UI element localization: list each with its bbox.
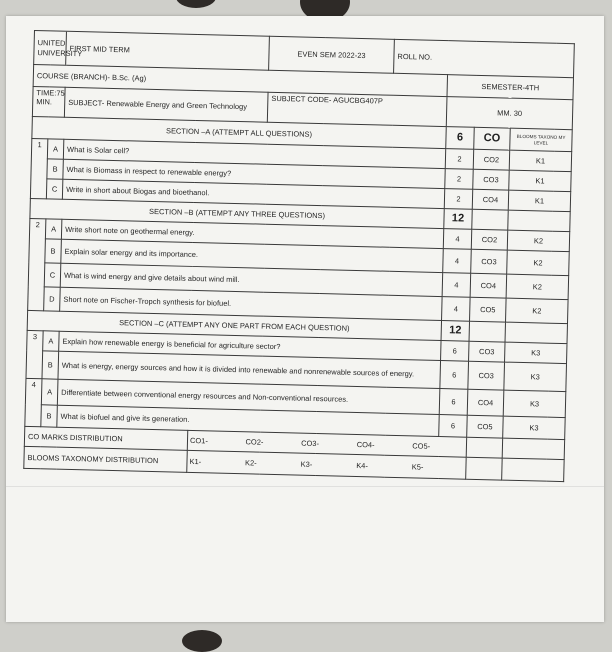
question-number: 4 bbox=[25, 378, 42, 426]
question-co: CO3 bbox=[473, 169, 509, 190]
question-part: A bbox=[41, 379, 58, 405]
subject-code: SUBJECT CODE- AGUCBG407P bbox=[267, 92, 447, 126]
semester-session: EVEN SEM 2022-23 bbox=[269, 36, 395, 73]
question-bloom-level: K2 bbox=[507, 250, 570, 276]
blooms-distribution-label: BLOOMS TAXONOMY DISTRIBUTION bbox=[24, 446, 188, 472]
subject-name: SUBJECT- Renewable Energy and Green Technology bbox=[64, 87, 268, 122]
question-co: CO3 bbox=[469, 341, 505, 362]
question-text: Explain solar energy and its importance. bbox=[61, 239, 443, 272]
finger-shadow-left bbox=[176, 0, 216, 8]
section-b-title: SECTION –B (ATTEMPT ANY THREE QUESTIONS) bbox=[30, 198, 444, 228]
blooms-distribution-item: K2- bbox=[244, 458, 257, 468]
paper-fold bbox=[6, 486, 604, 487]
question-text: What is Solar cell? bbox=[63, 139, 445, 168]
question-co: CO4 bbox=[467, 389, 504, 416]
co-distribution-item: CO1- bbox=[189, 435, 209, 446]
question-number: 3 bbox=[26, 330, 43, 378]
co-column-header: CO bbox=[474, 127, 511, 150]
question-marks: 2 bbox=[444, 189, 472, 210]
question-part: A bbox=[45, 219, 61, 239]
section-a-title: SECTION –A (ATTEMPT ALL QUESTIONS) bbox=[32, 116, 446, 148]
exam-name: FIRST MID TERM bbox=[66, 31, 270, 70]
blooms-distribution-item: K4- bbox=[356, 460, 369, 471]
question-part: B bbox=[45, 239, 62, 263]
question-marks: 6 bbox=[440, 361, 469, 390]
blooms-column-header: BLOOMS TAXONO MY LEVEL bbox=[510, 128, 573, 152]
section-b-marks: 12 bbox=[444, 209, 472, 230]
question-marks: 4 bbox=[442, 273, 471, 298]
semester: SEMESTER-4TH bbox=[447, 75, 574, 100]
co-distribution-item: CO5- bbox=[412, 441, 431, 451]
university-name: UNITED UNIVERSITY bbox=[34, 31, 67, 66]
question-co: CO5 bbox=[470, 297, 507, 322]
question-text: What is energy, energy sources and how it is divided into renewable and nonrenewable sources of energy. bbox=[58, 351, 441, 388]
blooms-distribution-item: K3- bbox=[300, 459, 313, 469]
question-marks: 4 bbox=[442, 297, 471, 322]
question-bloom-level: K3 bbox=[505, 342, 568, 364]
question-part: B bbox=[42, 351, 59, 379]
question-co: CO2 bbox=[471, 229, 507, 250]
question-co: CO5 bbox=[467, 415, 504, 438]
question-marks: 6 bbox=[439, 389, 468, 416]
question-paper bbox=[23, 30, 574, 482]
question-part: C bbox=[46, 179, 62, 199]
question-co: CO3 bbox=[468, 361, 505, 390]
question-co: CO3 bbox=[471, 249, 508, 274]
section-c-marks: 12 bbox=[441, 321, 469, 342]
question-part: A bbox=[43, 331, 59, 351]
question-text: Write in short about Biogas and bioethanol. bbox=[62, 179, 444, 208]
question-co: CO4 bbox=[472, 189, 508, 210]
question-marks: 2 bbox=[445, 149, 473, 170]
question-text: Explain how renewable energy is beneficial for agriculture sector? bbox=[59, 331, 441, 360]
question-part: D bbox=[44, 287, 61, 311]
exam-time: TIME:75 MIN. bbox=[32, 86, 65, 117]
question-part: A bbox=[47, 139, 63, 159]
co-distribution-item: CO4- bbox=[356, 439, 375, 450]
question-bloom-level: K1 bbox=[509, 150, 572, 172]
question-part: C bbox=[44, 263, 61, 287]
question-text: Short note on Fischer-Tropch synthesis for biofuel. bbox=[60, 287, 442, 320]
blooms-distribution-item: K5- bbox=[411, 462, 424, 472]
question-number: 2 bbox=[28, 218, 46, 310]
blooms-distribution-item: K1- bbox=[189, 456, 202, 467]
question-number: 1 bbox=[30, 138, 47, 198]
section-a-marks: 6 bbox=[446, 127, 475, 150]
co-distribution-label: CO MARKS DISTRIBUTION bbox=[24, 426, 187, 450]
question-bloom-level: K2 bbox=[506, 298, 569, 324]
question-bloom-level: K1 bbox=[509, 170, 572, 192]
question-bloom-level: K3 bbox=[503, 416, 566, 440]
course-branch: COURSE (BRANCH)- B.Sc. (Ag) bbox=[33, 65, 447, 97]
question-marks: 4 bbox=[443, 249, 472, 274]
question-co: CO4 bbox=[470, 273, 507, 298]
question-text: Write short note on geothermal energy. bbox=[61, 219, 443, 248]
question-bloom-level: K3 bbox=[503, 390, 566, 418]
question-part: B bbox=[41, 405, 58, 427]
question-bloom-level: K2 bbox=[506, 274, 569, 300]
question-text: What is Biomass in respect to renewable energy? bbox=[63, 159, 445, 188]
question-text: What is wind energy and give details about wind mill. bbox=[60, 263, 442, 296]
question-part: B bbox=[47, 159, 63, 179]
question-text: What is biofuel and give its generation. bbox=[57, 405, 439, 436]
question-marks: 2 bbox=[445, 169, 473, 190]
question-bloom-level: K3 bbox=[504, 362, 567, 392]
roll-no: ROLL NO. bbox=[394, 39, 575, 77]
finger-shadow-bottom bbox=[182, 630, 222, 652]
question-bloom-level: K2 bbox=[507, 230, 570, 252]
co-distribution-item: CO2- bbox=[245, 437, 264, 447]
question-text: Differentiate between conventional energy resources and Non-conventional resources. bbox=[57, 379, 440, 414]
question-bloom-level: K1 bbox=[508, 190, 571, 212]
question-co: CO2 bbox=[473, 149, 509, 170]
question-marks: 6 bbox=[439, 415, 468, 438]
section-c-title: SECTION –C (ATTEMPT ANY ONE PART FROM EACH QUESTION) bbox=[27, 310, 441, 340]
co-distribution-item: CO3- bbox=[301, 438, 320, 448]
question-marks: 6 bbox=[441, 341, 469, 362]
max-marks: MM. 30 bbox=[446, 97, 573, 130]
question-paper-table bbox=[23, 30, 575, 482]
question-marks: 4 bbox=[443, 229, 471, 250]
